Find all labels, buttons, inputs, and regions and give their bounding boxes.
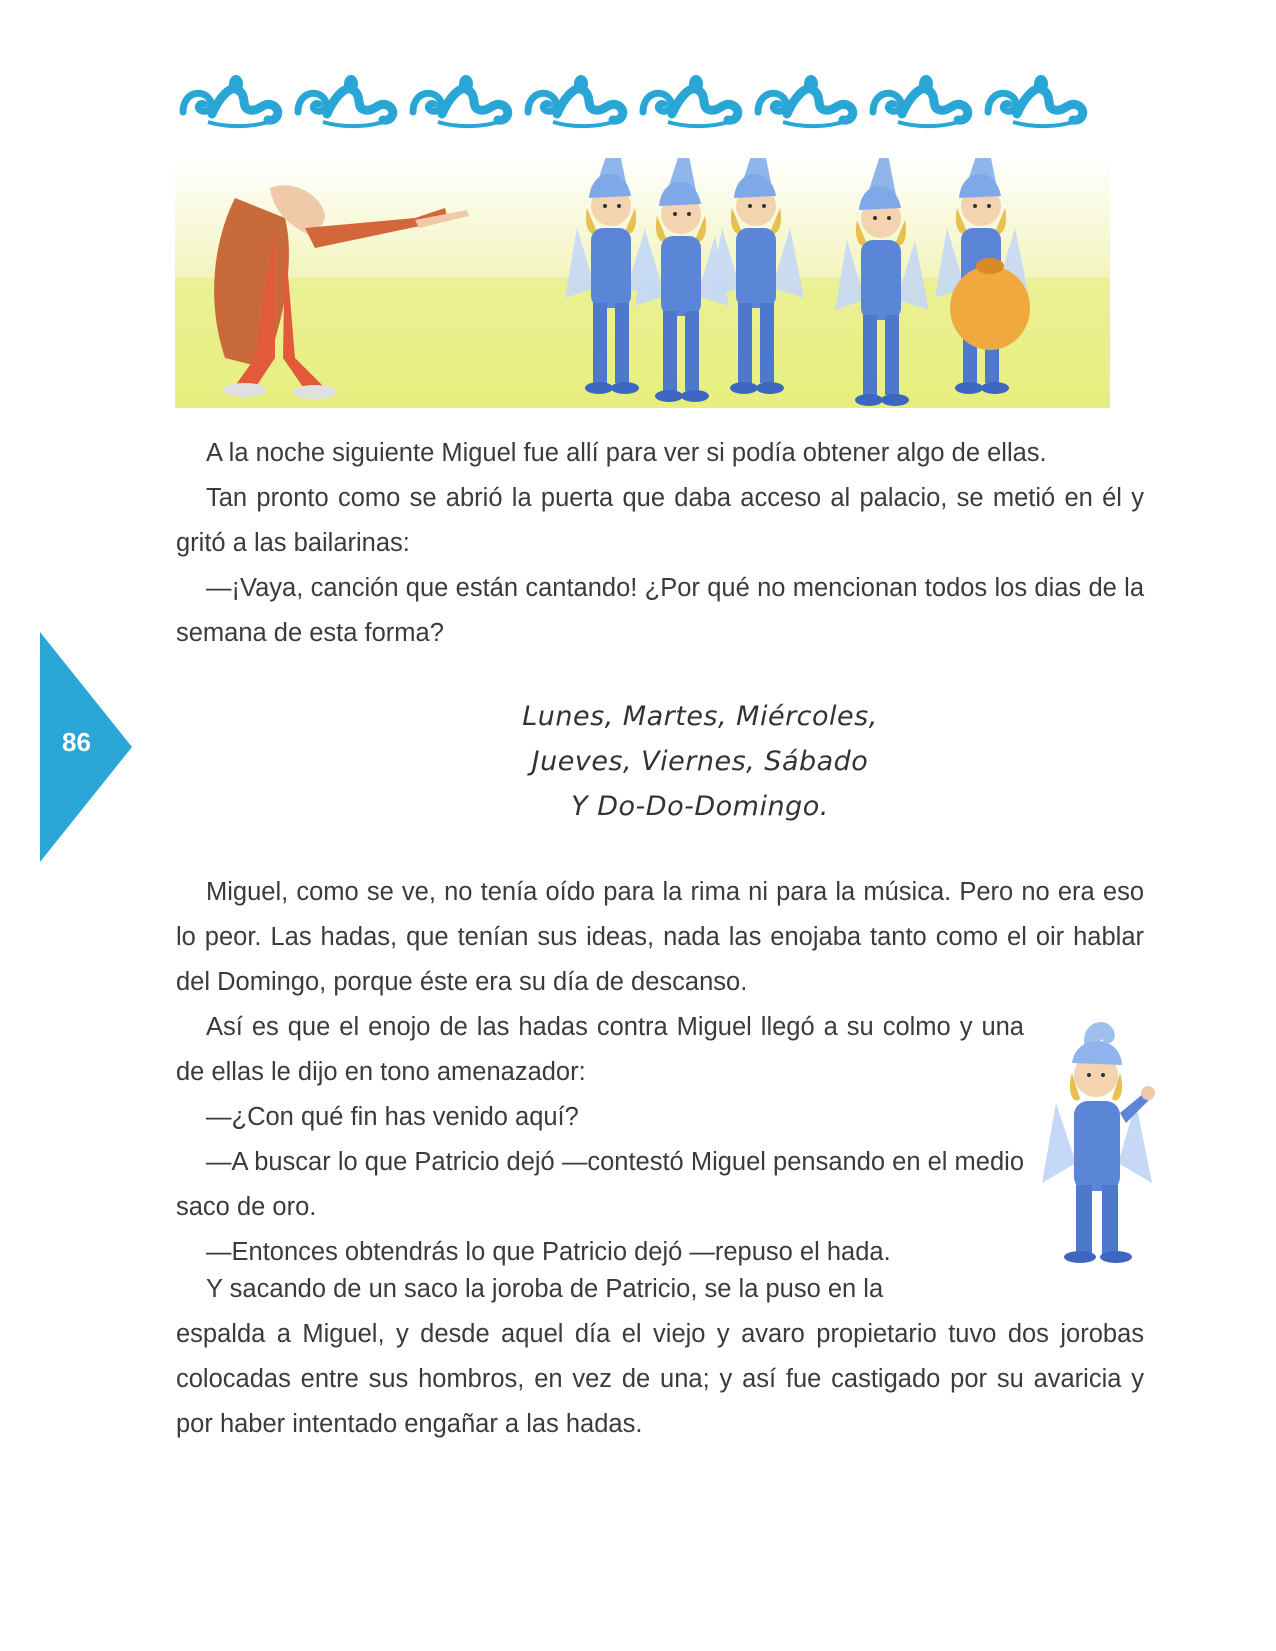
- song-verse: [420, 694, 980, 829]
- verse-line: Lunes, Martes, Miércoles,: [522, 701, 878, 732]
- page-number: 86: [62, 727, 91, 757]
- paragraph: —A buscar lo que Patricio dejó —contestó Miguel pensando en el medio saco de oro.: [176, 1148, 1024, 1221]
- text-block-intro: [176, 431, 1144, 656]
- text-block-middle: [176, 870, 1144, 1005]
- paragraph: Miguel, como se ve, no tenía oído para la rima ni para la música. Pero no era eso lo peor. Las hadas, que tenían sus ideas, nada las enojaba tanto como el oir hablar del Domingo, porque éste era su día de descanso.: [176, 878, 1144, 996]
- verse-line: Jueves, Viernes, Sábado: [531, 746, 869, 777]
- paragraph: espalda a Miguel, y desde aquel día el viejo y avaro propietario tuvo dos jorobas colocadas entre sus hombros, en vez de una; y así fue castigado por su avaricia y por haber intentado engañar a las hadas.: [176, 1320, 1144, 1438]
- gold-sack: [950, 266, 1030, 350]
- text-block-dialog: [176, 1005, 1024, 1275]
- paragraph: Y sacando de un saco la joroba de Patricio, se la puso en la: [206, 1275, 884, 1303]
- paragraph: —¿Con qué fin has venido aquí?: [206, 1103, 579, 1131]
- verse-line: Y Do-Do-Domingo.: [571, 791, 829, 822]
- decorative-wave-border: [178, 66, 1108, 136]
- paragraph: A la noche siguiente Miguel fue allí para ver si podía obtener algo de ellas.: [206, 439, 1047, 467]
- paragraph: Así es que el enojo de las hadas contra Miguel llegó a su colmo y una de ellas le dijo en tono amenazador:: [176, 1013, 1024, 1086]
- fairy-illustration: [1036, 1013, 1166, 1265]
- paragraph: —Entonces obtendrás lo que Patricio dejó —repuso el hada.: [206, 1238, 891, 1266]
- paragraph: Tan pronto como se abrió la puerta que daba acceso al palacio, se metió en él y gritó a las bailarinas:: [176, 484, 1144, 557]
- paragraph: —¡Vaya, canción que están cantando! ¿Por qué no mencionan todos los dias de la semana de esta forma?: [176, 574, 1144, 647]
- old-man-and-fairies-illustration: [175, 158, 1110, 408]
- text-block-ending: [176, 1267, 1144, 1447]
